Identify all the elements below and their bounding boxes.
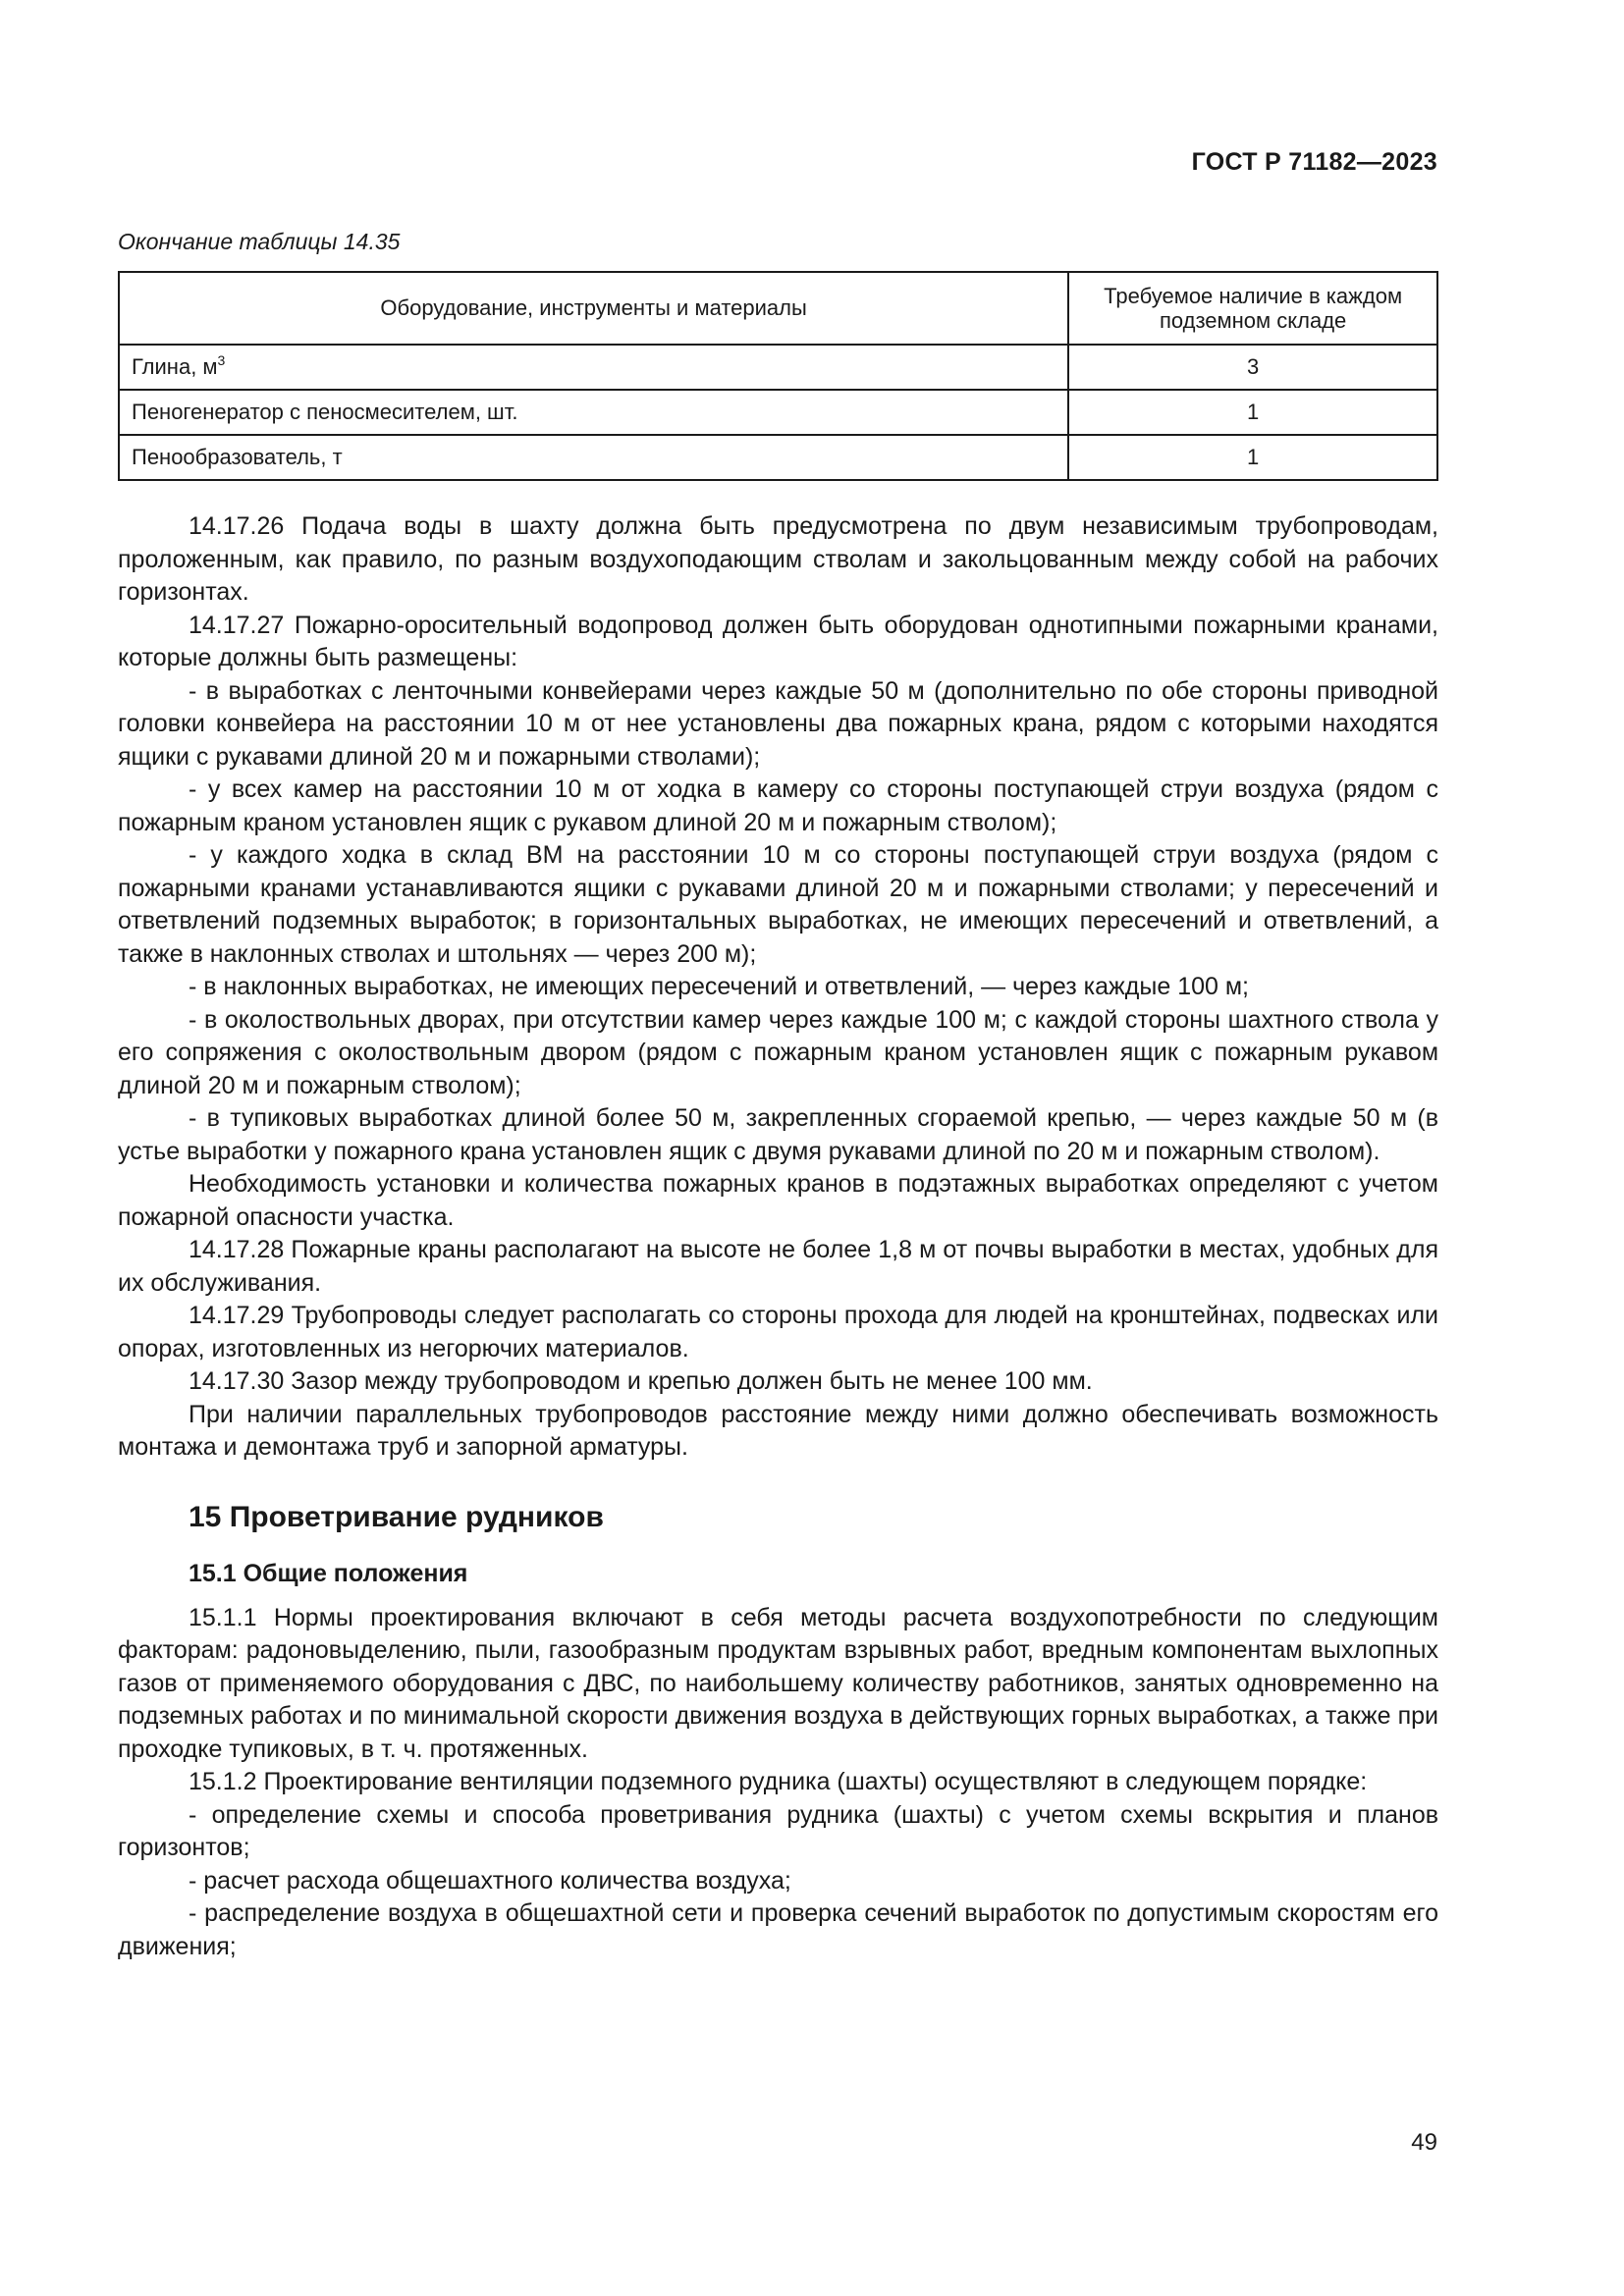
list-item: - в выработках с ленточными конвейерами через каждые 50 м (дополнительно по обе стороны приводной головки конвейера на расстоянии 10 м от нее установлены два пожарных крана, рядом с которыми находятся ящики с рукавами длиной 20 м и пожарными стволами);	[118, 676, 1438, 771]
paragraph-15-1-2: 15.1.2 Проектирование вентиляции подземного рудника (шахты) осуществляют в следующем порядке:	[189, 1768, 1368, 1795]
list-item: - у каждого ходка в склад ВМ на расстоянии 10 м со стороны поступающей струи воздуха (рядом с пожарными кранами устанавливаются ящики с рукавами длиной 20 м и пожарными стволами; у пересечений и ответвлений подземных выработок; в горизонтальных выработках, не имеющих пересечений и ответвлений, а также в наклонных стволах и штольнях — через 200 м);	[118, 841, 1438, 968]
document-code-header: ГОСТ Р 71182—2023	[1191, 148, 1437, 176]
table-cell-name: Пеногенератор с пеносмесителем, шт.	[119, 390, 1068, 435]
superscript: 3	[217, 352, 226, 368]
equipment-table	[118, 271, 1438, 481]
paragraph-14-17-29: 14.17.29 Трубопроводы следует располагать со стороны прохода для людей на кронштейнах, подвесках или опорах, изготовленных из негорючих материалов.	[118, 1302, 1438, 1362]
table-row	[119, 435, 1437, 480]
cell-name-text: Глина, м	[132, 354, 218, 379]
column-header-required: Требуемое наличие в каждом подземном складе	[1068, 272, 1437, 345]
paragraph-14-17-27: 14.17.27 Пожарно-оросительный водопровод должен быть оборудован однотипными пожарными кранами, которые должны быть размещены:	[118, 611, 1438, 671]
paragraph-14-17-30: 14.17.30 Зазор между трубопроводом и крепью должен быть не менее 100 мм.	[189, 1367, 1093, 1395]
list-item: - в околоствольных дворах, при отсутствии камер через каждые 100 м; с каждой стороны шахтного ствола у его сопряжения с околоствольным двором (рядом с пожарным краном установлен ящик с пожарным рукавом длиной 20 м и пожарным стволом);	[118, 1005, 1438, 1099]
list-item: - определение схемы и способа проветривания рудника (шахты) с учетом схемы вскрытия и планов горизонтов;	[118, 1800, 1438, 1861]
paragraph-14-17-26: 14.17.26 Подача воды в шахту должна быть предусмотрена по двум независимым трубопроводам, проложенным, как правило, по разным воздухоподающим стволам и закольцованным между собой на рабочих горизонтах.	[118, 512, 1438, 606]
table-row	[119, 390, 1437, 435]
table-row	[119, 345, 1437, 390]
list-item: - расчет расхода общешахтного количества воздуха;	[189, 1866, 791, 1895]
paragraph: При наличии параллельных трубопроводов расстояние между ними должно обеспечивать возможность монтажа и демонтажа труб и запорной арматуры.	[118, 1400, 1438, 1461]
table-cell-name: Пенообразователь, т	[119, 435, 1068, 480]
table-header-row	[119, 272, 1437, 345]
list-item: - распределение воздуха в общешахтной сети и проверка сечений выработок по допустимым скоростям его движения;	[118, 1899, 1438, 1960]
paragraph: Необходимость установки и количества пожарных кранов в подэтажных выработках определяют с учетом пожарной опасности участка.	[118, 1170, 1438, 1231]
table-cell-value: 1	[1068, 390, 1437, 435]
table-cell-name	[119, 345, 1068, 390]
section-heading: 15 Проветривание рудников	[189, 1500, 604, 1533]
document-page	[118, 0, 1437, 2296]
table-caption: Окончание таблицы 14.35	[118, 229, 401, 254]
subsection-heading: 15.1 Общие положения	[189, 1559, 468, 1587]
body-text	[118, 510, 1438, 1963]
table-cell-value: 3	[1068, 345, 1437, 390]
paragraph-14-17-28: 14.17.28 Пожарные краны располагают на высоте не более 1,8 м от почвы выработки в местах, удобных для их обслуживания.	[118, 1236, 1438, 1297]
page-number: 49	[1411, 2129, 1437, 2156]
table-cell-value: 1	[1068, 435, 1437, 480]
column-header-equipment: Оборудование, инструменты и материалы	[119, 272, 1068, 345]
paragraph-15-1-1: 15.1.1 Нормы проектирования включают в себя методы расчета воздухопотребности по следующим факторам: радоновыделению, пыли, газообразным продуктам взрывных работ, вредным компонентам выхлопных газов от применяемого оборудования с ДВС, по наибольшему количеству работников, занятых одновременно на подземных работах и по минимальной скорости движения воздуха в действующих горных выработках, а также при проходке тупиковых, в т. ч. протяженных.	[118, 1603, 1438, 1763]
list-item: - в наклонных выработках, не имеющих пересечений и ответвлений, — через каждые 100 м;	[189, 973, 1249, 1000]
list-item: - у всех камер на расстоянии 10 м от ходка в камеру со стороны поступающей струи воздуха (рядом с пожарным краном установлен ящик с рукавом длиной 20 м и пожарным стволом);	[118, 775, 1438, 836]
list-item: - в тупиковых выработках длиной более 50 м, закрепленных сгораемой крепью, — через каждые 50 м (в устье выработки у пожарного крана установлен ящик с двумя рукавами длиной по 20 м и пожарным стволом).	[118, 1104, 1438, 1165]
